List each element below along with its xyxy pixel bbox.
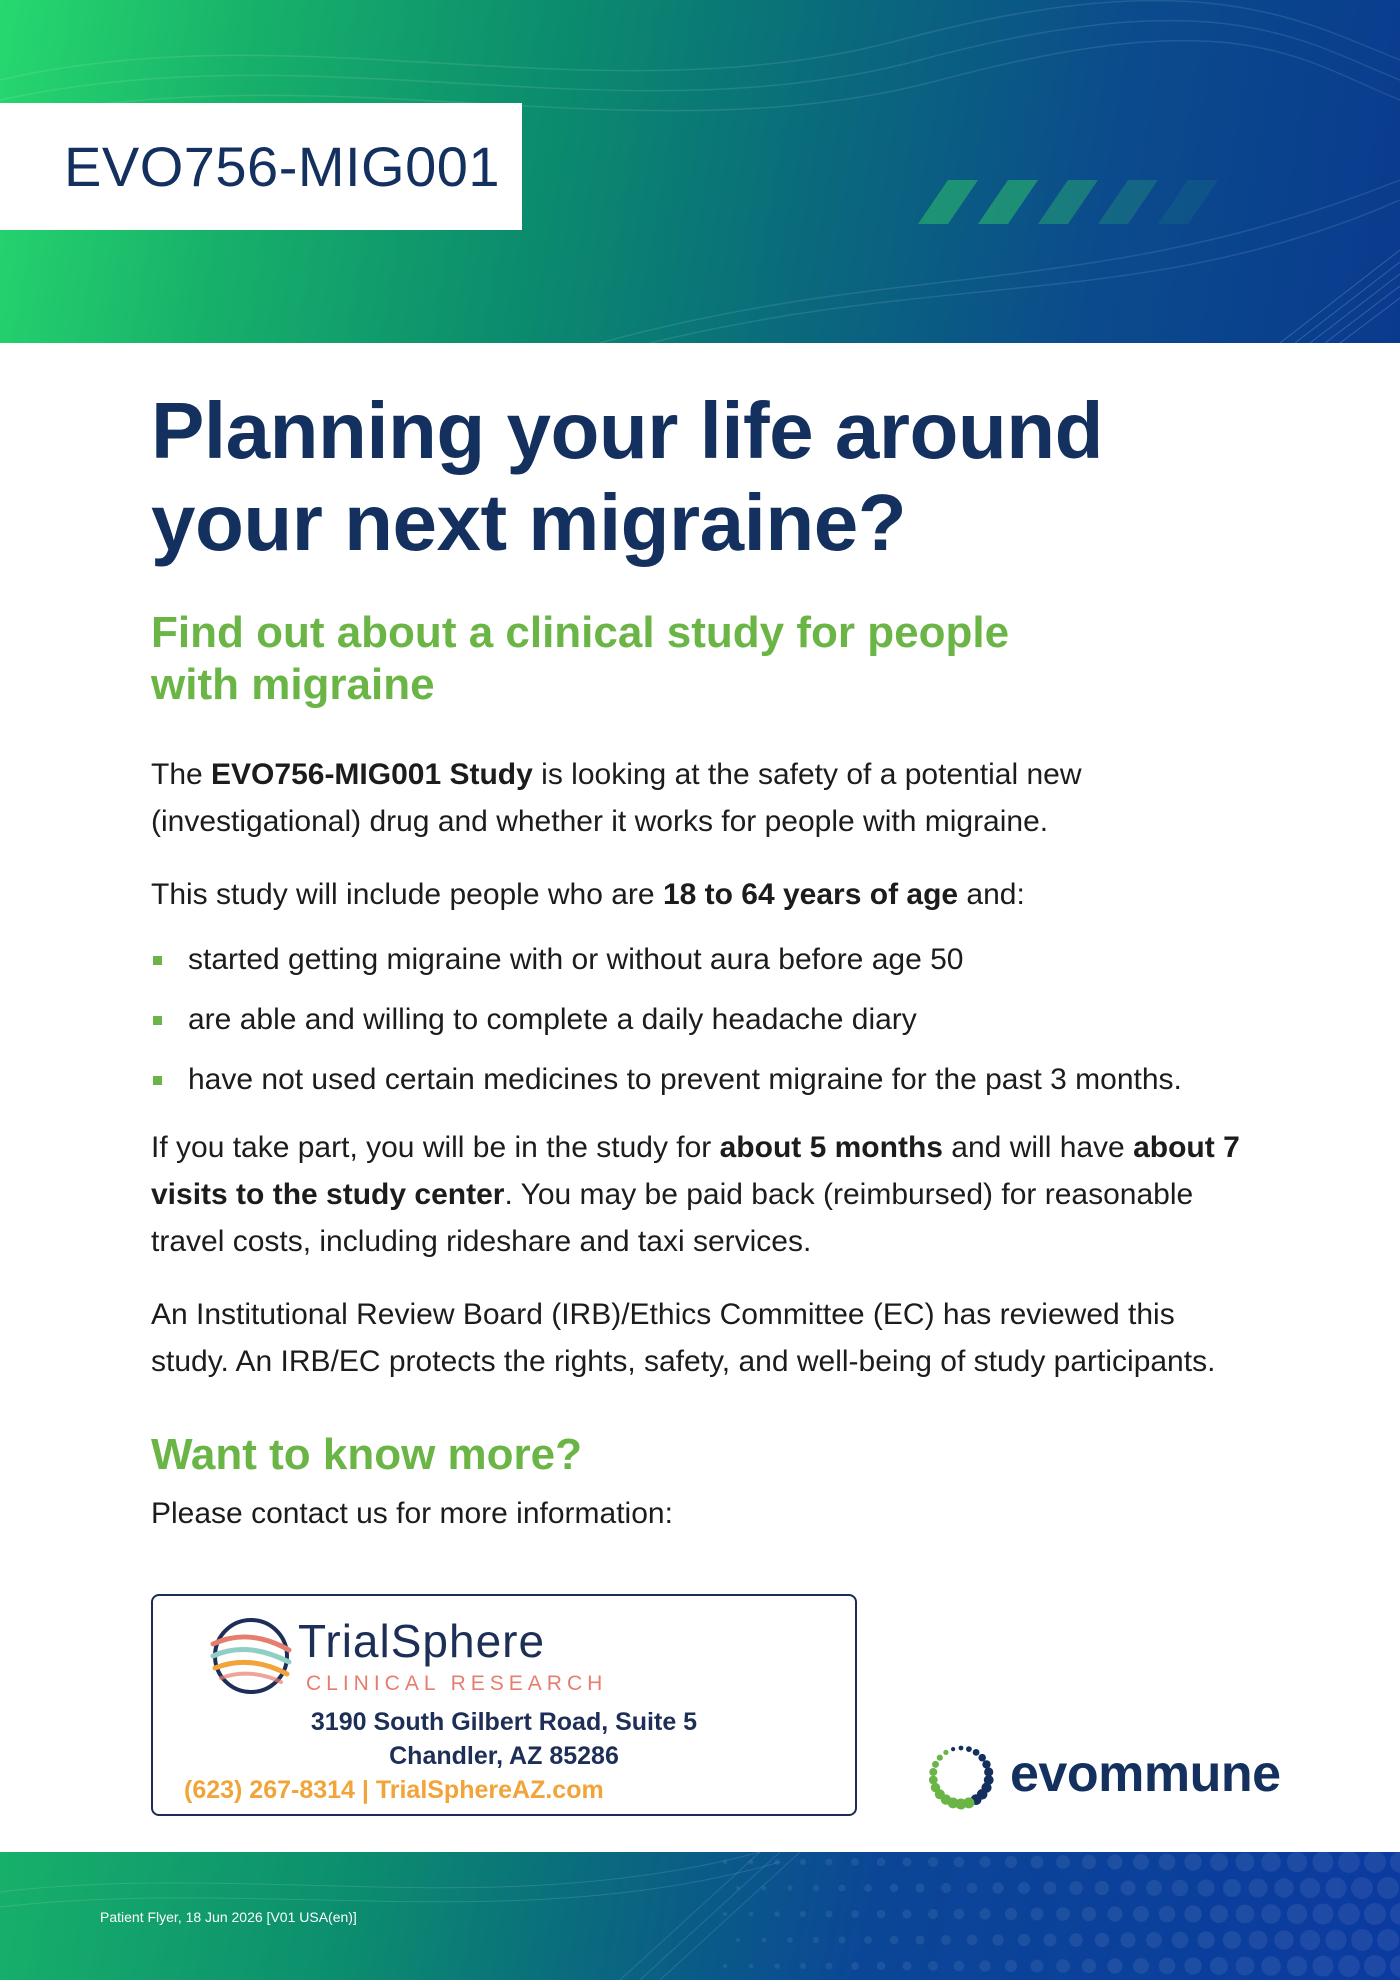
halftone-dot: [928, 1857, 938, 1867]
halftone-dot: [928, 1961, 938, 1971]
p1-study-name: EVO756-MIG001 Study: [211, 758, 533, 791]
halftone-dot: [1095, 1933, 1109, 1947]
footer-banner: [0, 1852, 1400, 1980]
halftone-dot: [787, 1937, 792, 1942]
p1-prefix: The: [151, 758, 212, 791]
halftone-dot: [1236, 1853, 1255, 1872]
halftone-dot: [1159, 1906, 1176, 1923]
halftone-dot: [1159, 1854, 1176, 1871]
logo-dot: [931, 1783, 940, 1792]
halftone-dot: [774, 1911, 779, 1916]
halftone-dot: [1107, 1854, 1122, 1869]
halftone-dot: [800, 1963, 806, 1969]
halftone-dot: [864, 1884, 872, 1892]
halftone-dot: [1236, 1957, 1255, 1976]
halftone-dot: [1377, 1929, 1399, 1951]
halftone-dot: [749, 1860, 754, 1865]
halftone-dot: [992, 1882, 1003, 1893]
halftone-dot: [1044, 1882, 1057, 1895]
halftone-dot: [1031, 1960, 1044, 1973]
halftone-dot: [1364, 1903, 1386, 1925]
halftone-dot: [1236, 1905, 1255, 1924]
halftone-dot: [992, 1934, 1003, 1945]
halftone-dot: [1364, 1955, 1386, 1977]
halftone-dot: [813, 1937, 819, 1943]
criteria-text: have not used certain medicines to prevent migraine for the past 3 months.: [188, 1063, 1182, 1096]
halftone-dot: [1056, 1855, 1070, 1869]
halftone-dot: [1210, 1905, 1228, 1923]
halftone-dot: [954, 1961, 965, 1972]
eligibility-intro: [151, 871, 1291, 918]
halftone-dot: [723, 1912, 727, 1916]
halftone-dot: [1287, 1956, 1307, 1976]
p3-part-c: and will have: [942, 1131, 1134, 1164]
criteria-text: are able and willing to complete a daily headache diary: [188, 1003, 917, 1036]
site-phone-website[interactable]: (623) 267-8314 | TrialSphereAZ.com: [184, 1776, 604, 1804]
halftone-dot: [749, 1964, 754, 1969]
logo-dot: [929, 1768, 937, 1776]
halftone-dot: [1338, 1852, 1360, 1873]
halftone-dot: [1351, 1877, 1373, 1899]
halftone-dot: [1338, 1955, 1360, 1977]
footer-version-text: Patient Flyer, 18 Jun 2026 [V01 USA(en)]: [100, 1909, 357, 1925]
halftone-dot: [1390, 1955, 1400, 1977]
p2-prefix: This study will include people who are: [151, 878, 663, 911]
bullet-square-icon: [153, 956, 162, 965]
halftone-dot: [979, 1856, 990, 1867]
halftone-dot: [723, 1860, 727, 1864]
halftone-dot: [1133, 1906, 1149, 1922]
halftone-dot: [1210, 1853, 1228, 1871]
site-address-line-2: Chandler, AZ 85286: [389, 1742, 619, 1770]
halftone-dot: [1005, 1960, 1017, 1972]
irb-statement: An Institutional Review Board (IRB)/Ethics Committee (EC) has reviewed this study. An IRB/EC protects the rights, safety, and well-being of study participants.: [151, 1298, 1216, 1378]
halftone-dot: [826, 1911, 833, 1918]
halftone-dot: [1261, 1956, 1281, 1976]
halftone-dot: [890, 1884, 898, 1892]
halftone-dot: [1005, 1856, 1017, 1868]
study-description: [151, 751, 1211, 845]
halftone-dot: [1056, 1907, 1070, 1921]
evommune-dots-icon: [925, 1741, 1001, 1811]
halftone-dot: [736, 1938, 740, 1942]
headline-line-2: your next migraine?: [151, 478, 907, 567]
trialsphere-name: TrialSphere: [298, 1615, 546, 1667]
halftone-dot: [1146, 1932, 1162, 1948]
halftone-dot: [1197, 1931, 1214, 1948]
halftone-dot: [1184, 1853, 1201, 1870]
study-id: EVO756-MIG001: [64, 135, 501, 198]
p3-part-e: . You may be paid back (reimbursed) for reasonable travel costs, including rideshare and taxi services.: [151, 1178, 1194, 1258]
halftone-dot: [1133, 1958, 1149, 1974]
halftone-dot: [774, 1963, 779, 1968]
halftone-dot: [774, 1859, 779, 1864]
headline: [151, 385, 1131, 569]
halftone-dot: [1082, 1907, 1096, 1921]
trialsphere-globe-icon: [209, 1614, 293, 1698]
halftone-dot: [877, 1962, 885, 1970]
halftone-dot: [1044, 1934, 1057, 1947]
bullet-square-icon: [153, 1016, 162, 1025]
halftone-dot: [1018, 1882, 1030, 1894]
logo-dot: [973, 1749, 980, 1756]
halftone-dot: [967, 1935, 978, 1946]
p3-duration: about 5 months: [719, 1131, 943, 1164]
halftone-dot: [928, 1909, 938, 1919]
halftone-dot: [1274, 1878, 1294, 1898]
subheadline: [151, 607, 1051, 711]
list-item: [151, 990, 1291, 1050]
halftone-dot: [1364, 1852, 1386, 1873]
halftone-dot: [1095, 1881, 1109, 1895]
halftone-dot: [1056, 1959, 1070, 1973]
list-item: [151, 930, 1291, 990]
subheadline-line-2: with migraine: [151, 660, 435, 709]
halftone-dot: [1287, 1852, 1307, 1872]
halftone-dot: [1172, 1932, 1189, 1949]
halftone-dot: [1274, 1930, 1294, 1950]
logo-dot: [951, 1747, 955, 1751]
halftone-dot: [1261, 1852, 1281, 1872]
halftone-dot: [851, 1858, 859, 1866]
halftone-dot: [1390, 1903, 1400, 1925]
halftone-dot: [1312, 1903, 1333, 1924]
halftone-dot: [851, 1962, 859, 1970]
halftone-dot: [1325, 1929, 1346, 1950]
halftone-dot: [954, 1857, 965, 1868]
halftone-dot: [1210, 1957, 1228, 1975]
halftone-dot: [1249, 1879, 1268, 1898]
criteria-text: started getting migraine with or without aura before age 50: [188, 943, 964, 976]
halftone-dot: [1223, 1879, 1241, 1897]
halftone-dot: [1069, 1881, 1083, 1895]
halftone-dot: [877, 1910, 885, 1918]
study-id-box: [0, 103, 522, 230]
halftone-dot: [915, 1883, 924, 1892]
logo-dot: [982, 1760, 990, 1768]
halftone-dot: [1082, 1959, 1096, 1973]
halftone-dot: [941, 1935, 951, 1945]
halftone-dot: [800, 1859, 806, 1865]
halftone-dot: [1031, 1908, 1044, 1921]
halftone-dot: [902, 1961, 911, 1970]
halftone-dot: [941, 1883, 951, 1893]
halftone-dot: [1018, 1934, 1030, 1946]
stripe-pattern: [918, 180, 1218, 224]
halftone-dot: [1377, 1877, 1399, 1899]
halftone-dot: [1312, 1955, 1333, 1976]
halftone-dot: [1146, 1880, 1162, 1896]
trialsphere-subtitle: CLINICAL RESEARCH: [306, 1672, 608, 1695]
halftone-dot: [1172, 1880, 1189, 1897]
halftone-dot: [851, 1910, 859, 1918]
p2-age-range: 18 to 64 years of age: [662, 878, 959, 911]
halftone-dot: [1261, 1904, 1281, 1924]
logo-dot: [943, 1750, 948, 1755]
site-contact-card: [151, 1594, 857, 1816]
p3-visits: about 7 visits to the study center: [151, 1131, 1240, 1211]
halftone-dot: [1325, 1877, 1346, 1898]
halftone-dot: [826, 1963, 833, 1970]
logo-dot: [959, 1746, 964, 1751]
header-banner: [0, 0, 1400, 343]
halftone-dot: [1390, 1852, 1400, 1873]
contact-prompt: Please contact us for more information:: [151, 1497, 673, 1530]
halftone-dot: [1249, 1931, 1268, 1950]
site-address-line-1: 3190 South Gilbert Road, Suite 5: [310, 1708, 698, 1736]
halftone-dot: [890, 1936, 898, 1944]
p2-suffix: and:: [958, 878, 1025, 911]
halftone-dot: [1133, 1854, 1149, 1870]
halftone-dot: [736, 1886, 740, 1890]
logo-dot: [932, 1761, 939, 1768]
halftone-dot: [826, 1859, 833, 1866]
halftone-dot: [915, 1935, 924, 1944]
logo-dot: [966, 1746, 972, 1752]
halftone-dot: [1069, 1933, 1083, 1947]
halftone-dot: [877, 1858, 885, 1866]
halftone-dot: [787, 1885, 792, 1890]
evommune-wordmark: evommune: [1010, 1745, 1281, 1803]
halftone-dot: [1300, 1878, 1320, 1898]
headline-line-1: Planning your life around: [151, 386, 1103, 475]
logo-dot: [929, 1776, 938, 1785]
halftone-dot: [1184, 1905, 1201, 1922]
halftone-dot: [1107, 1958, 1122, 1973]
want-to-know-more-title: Want to know more?: [151, 1430, 583, 1479]
logo-dot: [937, 1755, 943, 1761]
halftone-dot: [902, 1909, 911, 1918]
halftone-dot: [1223, 1931, 1241, 1949]
halftone-dot: [979, 1908, 990, 1919]
halftone-dot: [1312, 1852, 1333, 1873]
halftone-dot: [813, 1885, 819, 1891]
halftone-dot: [1184, 1957, 1201, 1974]
subheadline-line-1: Find out about a clinical study for people: [151, 608, 1010, 657]
halftone-dot: [1005, 1908, 1017, 1920]
halftone-dot: [979, 1960, 990, 1971]
halftone-dot: [1338, 1903, 1360, 1925]
halftone-dot: [967, 1883, 978, 1894]
halftone-dot: [1120, 1932, 1135, 1947]
p1-suffix: is looking at the safety of a potential new (investigational) drug and whether it works for people with migraine.: [151, 758, 1082, 838]
halftone-dot: [1159, 1958, 1176, 1975]
halftone-dot: [1300, 1930, 1320, 1950]
halftone-dot: [1287, 1904, 1307, 1924]
halftone-dot: [1107, 1906, 1122, 1921]
halftone-dot: [1197, 1879, 1214, 1896]
halftone-dot: [762, 1938, 767, 1943]
halftone-dot: [1082, 1855, 1096, 1869]
main-content: [151, 385, 1291, 1537]
halftone-dot: [839, 1937, 846, 1944]
halftone-dot: [954, 1909, 965, 1920]
halftone-dot: [839, 1885, 846, 1892]
halftone-dot: [1351, 1929, 1373, 1951]
halftone-dot: [762, 1886, 767, 1891]
eligibility-list: [151, 930, 1291, 1110]
halftone-dot: [902, 1857, 911, 1866]
logo-dot: [978, 1754, 986, 1762]
halftone-dot: [749, 1912, 754, 1917]
bullet-square-icon: [153, 1076, 162, 1085]
halftone-dot: [1120, 1880, 1135, 1895]
halftone-dot: [1031, 1856, 1044, 1869]
halftone-dot: [800, 1911, 806, 1917]
halftone-dot: [864, 1936, 872, 1944]
halftone-dot: [723, 1964, 727, 1968]
p3-part-a: If you take part, you will be in the study for: [151, 1131, 720, 1164]
participation-details: [151, 1124, 1251, 1265]
list-item: [151, 1050, 1291, 1110]
